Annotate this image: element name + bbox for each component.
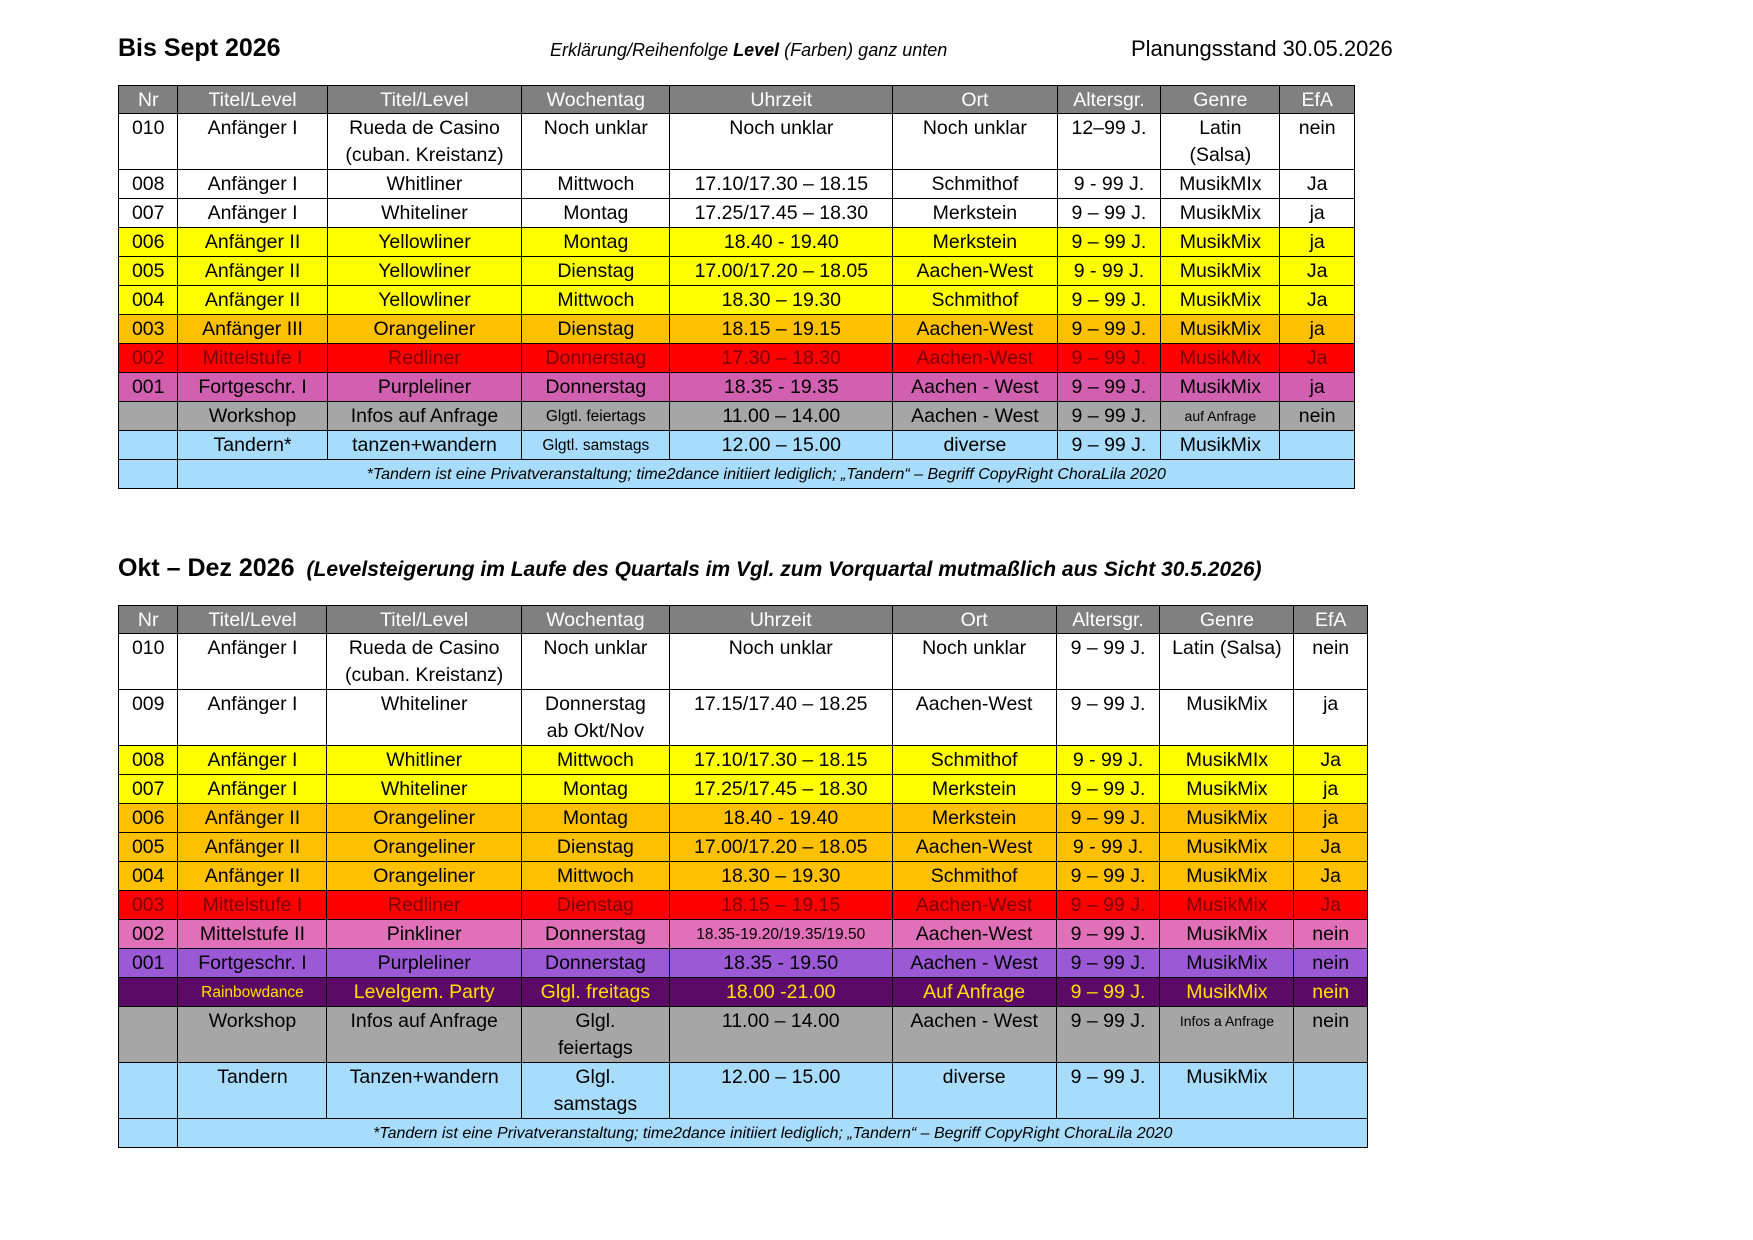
- cell-age-group: 9 – 99 J.: [1056, 1063, 1160, 1119]
- cell-title-level-2: Whiteliner: [327, 775, 521, 804]
- header-time: Uhrzeit: [669, 606, 892, 634]
- cell-efa: nein: [1280, 402, 1355, 431]
- cell-line: (cuban. Kreistanz): [345, 144, 504, 166]
- cell-genre: MusikMix: [1161, 431, 1280, 460]
- cell-age-group: 9 – 99 J.: [1057, 373, 1161, 402]
- cell-location: Merkstein: [893, 228, 1057, 257]
- table-row: [119, 344, 1355, 373]
- cell-genre: MusikMix: [1160, 949, 1294, 978]
- cell-genre: MusikMix: [1160, 920, 1294, 949]
- cell-nr: 007: [119, 775, 178, 804]
- cell-title-level-2: Orangeliner: [327, 862, 521, 891]
- cell-line: Rueda de Casino: [348, 637, 500, 659]
- cell-title-level: Tandern*: [178, 431, 327, 460]
- cell-time: 17.00/17.20 – 18.05: [670, 257, 893, 286]
- cell-location: Aachen - West: [893, 402, 1057, 431]
- cell-nr: 002: [119, 920, 178, 949]
- table-row: [119, 1063, 1368, 1119]
- cell-weekday: Montag: [521, 804, 669, 833]
- cell-title-level: Anfänger I: [178, 170, 327, 199]
- cell-nr: 004: [119, 286, 178, 315]
- planning-status: Planungsstand 30.05.2026: [1131, 36, 1393, 61]
- cell-title-level: Mittelstufe II: [178, 920, 327, 949]
- cell-efa: [1280, 431, 1355, 460]
- table-row: [119, 286, 1355, 315]
- cell-title-level-2: Yellowliner: [327, 228, 522, 257]
- cell-time: 18.40 - 19.40: [669, 804, 892, 833]
- cell-weekday: Dienstag: [522, 315, 670, 344]
- cell-location: Schmithof: [892, 862, 1056, 891]
- cell-weekday: Dienstag: [522, 257, 670, 286]
- cell-nr: 006: [119, 228, 178, 257]
- cell-line: samstags: [553, 1093, 638, 1115]
- cell-nr: 008: [119, 746, 178, 775]
- header-genre: Genre: [1161, 86, 1280, 114]
- cell-title-level-2: Whiteliner: [327, 199, 522, 228]
- cell-title-level: Fortgeschr. I: [178, 373, 327, 402]
- header-age-group: Altersgr.: [1056, 606, 1160, 634]
- cell-nr: 005: [119, 833, 178, 862]
- header-nr: Nr: [119, 606, 178, 634]
- cell-age-group: 9 – 99 J.: [1057, 286, 1161, 315]
- table-row: [119, 775, 1368, 804]
- header-location: Ort: [893, 86, 1057, 114]
- table-row: [119, 199, 1355, 228]
- cell-time: 17.10/17.30 – 18.15: [670, 170, 893, 199]
- cell-weekday: Dienstag: [521, 891, 669, 920]
- cell-age-group: 9 – 99 J.: [1056, 804, 1160, 833]
- explain-pre: Erklärung/Reihenfolge: [550, 40, 734, 60]
- cell-efa: Ja: [1280, 286, 1355, 315]
- cell-title-level-2: Redliner: [327, 344, 522, 373]
- cell-age-group: 9 - 99 J.: [1056, 833, 1160, 862]
- cell-efa: ja: [1280, 228, 1355, 257]
- section2-heading: [118, 554, 1262, 583]
- cell-location: Auf Anfrage: [892, 978, 1056, 1007]
- cell-time: Noch unklar: [670, 114, 893, 170]
- cell-age-group: 9 - 99 J.: [1056, 746, 1160, 775]
- header-weekday: Wochentag: [521, 606, 669, 634]
- cell-nr: 010: [119, 114, 178, 170]
- cell-title-level: Mittelstufe I: [178, 344, 327, 373]
- cell-location: Aachen-West: [893, 257, 1057, 286]
- cell-location: diverse: [893, 431, 1057, 460]
- table-row: [119, 402, 1355, 431]
- cell-nr: 004: [119, 862, 178, 891]
- level-explanation: [550, 40, 947, 61]
- cell-genre: MusikMix: [1161, 373, 1280, 402]
- cell-age-group: 9 – 99 J.: [1056, 978, 1160, 1007]
- cell-age-group: 9 – 99 J.: [1056, 775, 1160, 804]
- cell-location: Aachen-West: [892, 833, 1056, 862]
- header-genre: Genre: [1160, 606, 1294, 634]
- cell-title-level-2: tanzen+wandern: [327, 431, 522, 460]
- cell-location: Aachen-West: [892, 920, 1056, 949]
- cell-time: 17.30 – 18.30: [670, 344, 893, 373]
- cell-line: Glgl.: [575, 1010, 616, 1032]
- cell-title-level-2: [327, 114, 522, 170]
- cell-title-level-2: Yellowliner: [327, 286, 522, 315]
- cell-time: 18.00 -21.00: [669, 978, 892, 1007]
- cell-title-level: Rainbowdance: [178, 978, 327, 1007]
- table-row: [119, 690, 1368, 746]
- cell-efa: ja: [1280, 373, 1355, 402]
- table-row: [119, 114, 1355, 170]
- cell-efa: Ja: [1294, 833, 1368, 862]
- cell-weekday: Glgl. freitags: [521, 978, 669, 1007]
- cell-title-level: Anfänger II: [178, 257, 327, 286]
- cell-location: Aachen-West: [893, 315, 1057, 344]
- cell-line: ab Okt/Nov: [546, 720, 645, 742]
- cell-title-level: Anfänger I: [178, 114, 327, 170]
- cell-time: 18.15 – 19.15: [670, 315, 893, 344]
- cell-title-level: Anfänger I: [178, 746, 327, 775]
- cell-nr: [119, 431, 178, 460]
- cell-age-group: 9 - 99 J.: [1057, 170, 1161, 199]
- cell-weekday: Mittwoch: [522, 170, 670, 199]
- cell-title-level: Anfänger I: [178, 775, 327, 804]
- cell-nr: 007: [119, 199, 178, 228]
- cell-title-level: Anfänger II: [178, 833, 327, 862]
- header-title-level: Titel/Level: [178, 606, 327, 634]
- cell-nr: 010: [119, 634, 178, 690]
- cell-genre: MusikMix: [1160, 775, 1294, 804]
- cell-nr: 002: [119, 344, 178, 373]
- cell-weekday: Donnerstag: [521, 949, 669, 978]
- cell-age-group: 9 – 99 J.: [1056, 949, 1160, 978]
- cell-time: 18.15 – 19.15: [669, 891, 892, 920]
- header-title-level-2: Titel/Level: [327, 86, 522, 114]
- table-row: [119, 833, 1368, 862]
- cell-genre: MusikMIx: [1160, 746, 1294, 775]
- cell-efa: [1294, 1063, 1368, 1119]
- footnote-row: [119, 460, 1355, 489]
- header-location: Ort: [892, 606, 1056, 634]
- cell-location: Aachen-West: [892, 891, 1056, 920]
- cell-title-level-2: Orangeliner: [327, 833, 521, 862]
- header-nr: Nr: [119, 86, 178, 114]
- cell-genre: MusikMix: [1161, 315, 1280, 344]
- cell-age-group: 9 – 99 J.: [1056, 891, 1160, 920]
- cell-weekday: Donnerstag: [521, 920, 669, 949]
- cell-time: 11.00 – 14.00: [669, 1007, 892, 1063]
- header-efa: EfA: [1280, 86, 1355, 114]
- table-row: [119, 1007, 1368, 1063]
- cell-time: 17.15/17.40 – 18.25: [669, 690, 892, 746]
- cell-title-level: Anfänger II: [178, 286, 327, 315]
- cell-title-level-2: Tanzen+wandern: [327, 1063, 521, 1119]
- cell-nr: [119, 1063, 178, 1119]
- cell-location: Aachen - West: [892, 1007, 1056, 1063]
- cell-title-level: Fortgeschr. I: [178, 949, 327, 978]
- cell-efa: ja: [1280, 199, 1355, 228]
- cell-time: 12.00 – 15.00: [670, 431, 893, 460]
- cell-location: Schmithof: [892, 746, 1056, 775]
- footnote-spacer: [119, 460, 178, 489]
- cell-nr: 003: [119, 315, 178, 344]
- cell-age-group: 9 – 99 J.: [1057, 228, 1161, 257]
- cell-nr: 006: [119, 804, 178, 833]
- cell-time: 18.35 - 19.35: [670, 373, 893, 402]
- cell-location: diverse: [892, 1063, 1056, 1119]
- cell-title-level-2: Purpleliner: [327, 373, 522, 402]
- header-title-level-2: Titel/Level: [327, 606, 521, 634]
- header-efa: EfA: [1294, 606, 1368, 634]
- cell-nr: 008: [119, 170, 178, 199]
- cell-location: Merkstein: [892, 804, 1056, 833]
- table-row: [119, 804, 1368, 833]
- cell-age-group: 9 - 99 J.: [1057, 257, 1161, 286]
- cell-weekday: [521, 1063, 669, 1119]
- cell-title-level-2: Pinkliner: [327, 920, 521, 949]
- cell-genre: MusikMix: [1160, 862, 1294, 891]
- explain-post: (Farben) ganz unten: [779, 40, 948, 60]
- cell-efa: Ja: [1280, 257, 1355, 286]
- cell-line: feiertags: [558, 1037, 633, 1059]
- cell-efa: nein: [1294, 920, 1368, 949]
- cell-efa: Ja: [1294, 891, 1368, 920]
- cell-weekday: Mittwoch: [521, 746, 669, 775]
- cell-time: 18.30 – 19.30: [669, 862, 892, 891]
- cell-line: (cuban. Kreistanz): [345, 664, 504, 686]
- cell-location: Noch unklar: [892, 634, 1056, 690]
- header-age-group: Altersgr.: [1057, 86, 1161, 114]
- cell-nr: 001: [119, 949, 178, 978]
- cell-title-level-2: Yellowliner: [327, 257, 522, 286]
- cell-weekday: Mittwoch: [521, 862, 669, 891]
- table-row: [119, 431, 1355, 460]
- cell-efa: ja: [1280, 315, 1355, 344]
- footnote-spacer: [119, 1119, 178, 1148]
- cell-weekday: [521, 690, 669, 746]
- cell-genre: MusikMIx: [1161, 170, 1280, 199]
- footnote: *Tandern ist eine Privatveranstaltung; time2dance initiiert lediglich; „Tandern“ – Begriff CopyRight ChoraLila 2020: [178, 460, 1355, 489]
- cell-line: (Salsa): [1189, 144, 1252, 166]
- cell-location: Aachen-West: [892, 690, 1056, 746]
- cell-time: 18.35 - 19.50: [669, 949, 892, 978]
- section2-title: Okt – Dez 2026: [118, 554, 295, 582]
- cell-nr: [119, 1007, 178, 1063]
- cell-title-level-2: Purpleliner: [327, 949, 521, 978]
- cell-genre: auf Anfrage: [1161, 402, 1280, 431]
- cell-efa: nein: [1294, 978, 1368, 1007]
- cell-title-level: Anfänger I: [178, 690, 327, 746]
- cell-location: Schmithof: [893, 170, 1057, 199]
- cell-nr: [119, 402, 178, 431]
- table-header-row: [119, 86, 1355, 114]
- cell-title-level: Mittelstufe I: [178, 891, 327, 920]
- header-time: Uhrzeit: [670, 86, 893, 114]
- cell-title-level-2: Whiteliner: [327, 690, 521, 746]
- cell-weekday: Donnerstag: [522, 373, 670, 402]
- cell-title-level-2: Orangeliner: [327, 804, 521, 833]
- cell-genre: MusikMix: [1160, 891, 1294, 920]
- header-title-level: Titel/Level: [178, 86, 327, 114]
- cell-title-level-2: Whitliner: [327, 746, 521, 775]
- cell-title-level: Anfänger II: [178, 862, 327, 891]
- cell-weekday: Montag: [522, 228, 670, 257]
- cell-weekday: Glgtl. samstags: [522, 431, 670, 460]
- cell-location: Noch unklar: [893, 114, 1057, 170]
- cell-age-group: 9 – 99 J.: [1057, 199, 1161, 228]
- cell-location: Aachen - West: [892, 949, 1056, 978]
- cell-time: 17.10/17.30 – 18.15: [669, 746, 892, 775]
- cell-genre: MusikMix: [1161, 257, 1280, 286]
- table-row: [119, 257, 1355, 286]
- cell-time: 18.30 – 19.30: [670, 286, 893, 315]
- table-header-row: [119, 606, 1368, 634]
- cell-weekday: Dienstag: [521, 833, 669, 862]
- cell-weekday: Noch unklar: [521, 634, 669, 690]
- cell-genre: MusikMix: [1160, 690, 1294, 746]
- cell-weekday: Donnerstag: [522, 344, 670, 373]
- cell-age-group: 9 – 99 J.: [1056, 1007, 1160, 1063]
- table-row: [119, 891, 1368, 920]
- cell-nr: 009: [119, 690, 178, 746]
- cell-time: 11.00 – 14.00: [670, 402, 893, 431]
- cell-efa: Ja: [1294, 746, 1368, 775]
- table-row: [119, 228, 1355, 257]
- cell-title-level-2: Infos auf Anfrage: [327, 1007, 521, 1063]
- cell-title-level-2: Infos auf Anfrage: [327, 402, 522, 431]
- cell-title-level-2: Orangeliner: [327, 315, 522, 344]
- cell-location: Aachen-West: [893, 344, 1057, 373]
- cell-genre: MusikMix: [1161, 199, 1280, 228]
- table-row: [119, 634, 1368, 690]
- cell-genre: MusikMix: [1160, 978, 1294, 1007]
- cell-time: 17.00/17.20 – 18.05: [669, 833, 892, 862]
- cell-weekday: [521, 1007, 669, 1063]
- footnote-row: [119, 1119, 1368, 1148]
- cell-line: Latin: [1199, 117, 1242, 139]
- cell-title-level: Tandern: [178, 1063, 327, 1119]
- cell-age-group: 9 – 99 J.: [1057, 402, 1161, 431]
- footnote: *Tandern ist eine Privatveranstaltung; time2dance initiiert lediglich; „Tandern“ – Begriff CopyRight ChoraLila 2020: [178, 1119, 1368, 1148]
- cell-genre: [1161, 114, 1280, 170]
- cell-genre: MusikMix: [1161, 286, 1280, 315]
- cell-efa: nein: [1294, 949, 1368, 978]
- schedule-table-okt-dez: [118, 605, 1368, 1148]
- cell-age-group: 9 – 99 J.: [1057, 431, 1161, 460]
- cell-efa: nein: [1280, 114, 1355, 170]
- cell-age-group: 9 – 99 J.: [1057, 344, 1161, 373]
- cell-weekday: Glgtl. feiertags: [522, 402, 670, 431]
- cell-location: Merkstein: [893, 199, 1057, 228]
- schedule-table-bis-sept: [118, 85, 1355, 489]
- cell-genre: MusikMix: [1161, 228, 1280, 257]
- cell-genre: MusikMix: [1161, 344, 1280, 373]
- explain-bold: Level: [733, 40, 780, 60]
- table-row: [119, 170, 1355, 199]
- cell-efa: Ja: [1280, 170, 1355, 199]
- cell-weekday: Montag: [522, 199, 670, 228]
- cell-line: Donnerstag: [544, 693, 646, 715]
- cell-age-group: 9 – 99 J.: [1056, 634, 1160, 690]
- cell-nr: 003: [119, 891, 178, 920]
- cell-title-level: Workshop: [178, 402, 327, 431]
- cell-efa: ja: [1294, 804, 1368, 833]
- cell-time: Noch unklar: [669, 634, 892, 690]
- cell-time: 17.25/17.45 – 18.30: [670, 199, 893, 228]
- section2-note: (Levelsteigerung im Laufe des Quartals im Vgl. zum Vorquartal mutmaßlich aus Sicht 30.5.2026): [306, 558, 1262, 581]
- cell-title-level: Workshop: [178, 1007, 327, 1063]
- cell-efa: Ja: [1280, 344, 1355, 373]
- cell-title-level: Anfänger III: [178, 315, 327, 344]
- cell-time: 18.35-19.20/19.35/19.50: [669, 920, 892, 949]
- cell-genre: MusikMix: [1160, 1063, 1294, 1119]
- cell-nr: 001: [119, 373, 178, 402]
- cell-genre: Infos a Anfrage: [1160, 1007, 1294, 1063]
- cell-age-group: 12–99 J.: [1057, 114, 1161, 170]
- cell-location: Merkstein: [892, 775, 1056, 804]
- cell-efa: Ja: [1294, 862, 1368, 891]
- cell-efa: nein: [1294, 634, 1368, 690]
- cell-title-level: Anfänger I: [178, 199, 327, 228]
- cell-age-group: 9 – 99 J.: [1056, 862, 1160, 891]
- cell-title-level-2: [327, 634, 521, 690]
- page-title: Bis Sept 2026: [118, 34, 281, 62]
- cell-time: 17.25/17.45 – 18.30: [669, 775, 892, 804]
- cell-title-level-2: Whitliner: [327, 170, 522, 199]
- cell-title-level: Anfänger II: [178, 228, 327, 257]
- cell-title-level-2: Redliner: [327, 891, 521, 920]
- cell-weekday: Montag: [521, 775, 669, 804]
- cell-efa: ja: [1294, 775, 1368, 804]
- table-row: [119, 920, 1368, 949]
- table-row: [119, 949, 1368, 978]
- cell-weekday: Mittwoch: [522, 286, 670, 315]
- cell-genre: Latin (Salsa): [1160, 634, 1294, 690]
- cell-time: 18.40 - 19.40: [670, 228, 893, 257]
- cell-line: Glgl.: [575, 1066, 616, 1088]
- cell-line: Rueda de Casino: [349, 117, 500, 139]
- header-weekday: Wochentag: [522, 86, 670, 114]
- cell-nr: [119, 978, 178, 1007]
- cell-efa: nein: [1294, 1007, 1368, 1063]
- table-row: [119, 746, 1368, 775]
- cell-genre: MusikMix: [1160, 833, 1294, 862]
- cell-title-level: Anfänger II: [178, 804, 327, 833]
- table-row: [119, 373, 1355, 402]
- cell-age-group: 9 – 99 J.: [1056, 690, 1160, 746]
- cell-age-group: 9 – 99 J.: [1056, 920, 1160, 949]
- cell-location: Schmithof: [893, 286, 1057, 315]
- cell-title-level: Anfänger I: [178, 634, 327, 690]
- cell-time: 12.00 – 15.00: [669, 1063, 892, 1119]
- cell-genre: MusikMix: [1160, 804, 1294, 833]
- cell-title-level-2: Levelgem. Party: [327, 978, 521, 1007]
- cell-age-group: 9 – 99 J.: [1057, 315, 1161, 344]
- cell-weekday: Noch unklar: [522, 114, 670, 170]
- cell-nr: 005: [119, 257, 178, 286]
- table-row: [119, 862, 1368, 891]
- cell-location: Aachen - West: [893, 373, 1057, 402]
- table-row: [119, 978, 1368, 1007]
- cell-efa: ja: [1294, 690, 1368, 746]
- table-row: [119, 315, 1355, 344]
